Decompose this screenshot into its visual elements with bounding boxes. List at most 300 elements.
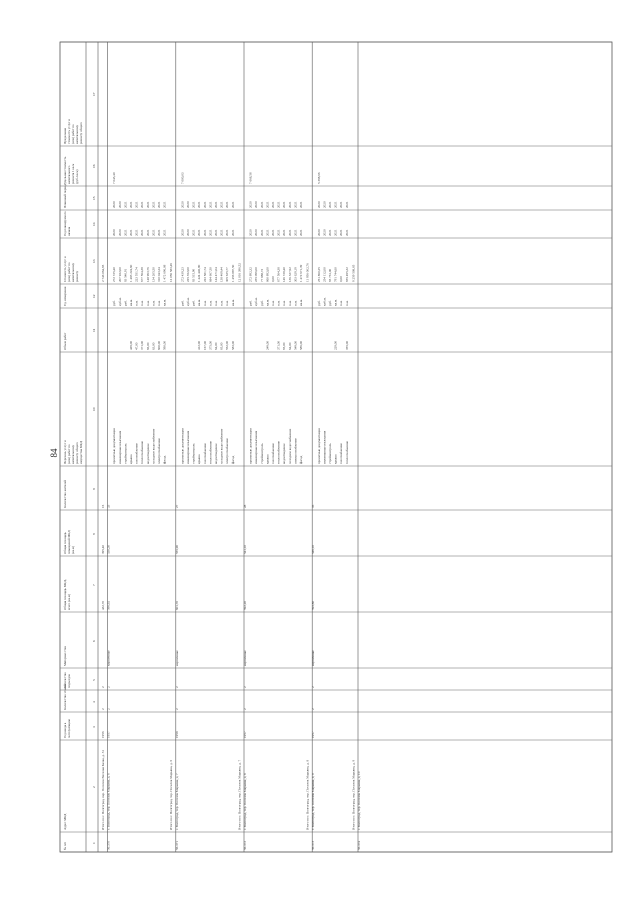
header-label: Адрес МКД <box>63 813 67 830</box>
header-label: имущества МКД <box>79 441 83 464</box>
work-row: п.м. <box>157 300 161 306</box>
work-row: 2021 <box>282 201 287 208</box>
work-row: теплоснабжение <box>140 440 145 464</box>
header-label: Перечень услуг и <box>63 440 67 464</box>
work-row: 429,00 <box>129 340 133 350</box>
column-number: 5 <box>92 679 96 681</box>
work-row: 355,00 <box>344 340 349 350</box>
total-row: Итого по г. Волгоград, пер. Поселок Веселая Балка, д. 31 <box>101 750 105 830</box>
address-row: г. Волгоград, тер. Поселок Марьяна, д. 6 <box>106 773 111 830</box>
work-row: 2021 <box>293 229 298 236</box>
header-label: помещений МКД <box>67 530 71 554</box>
work-row: 144 471,04 <box>214 267 218 282</box>
work-row: 791 744,60 <box>333 267 338 282</box>
address-row: 33 <box>106 504 111 508</box>
address-row: 2 <box>106 708 111 710</box>
work-row: 2020 <box>186 229 190 236</box>
work-row: кв.м. <box>129 299 133 306</box>
column-number: 8 <box>92 533 96 535</box>
address-row: 593,80 <box>311 600 316 610</box>
work-row: 2021 <box>214 201 218 208</box>
total-row: 2 <box>101 686 105 688</box>
work-row: 2020 <box>316 201 321 208</box>
work-row: 310 043,24 <box>157 267 161 282</box>
address-row: 541,10 <box>243 544 247 554</box>
total-row: Итого по г. Волгоград, тер. Поселок Марьяна, д. 8 <box>305 759 310 830</box>
address-row: 2 <box>243 686 247 688</box>
work-row: 303 629,19 <box>293 267 298 282</box>
work-row: 0,00 <box>271 276 275 282</box>
work-row: электроснабжение <box>293 438 298 464</box>
work-row: 0,00 <box>339 276 344 282</box>
work-row: 2020 <box>254 201 259 208</box>
address-row: 1957 <box>106 731 111 738</box>
work-row: 2020 <box>112 229 117 236</box>
address-row: кирпичные <box>243 650 247 666</box>
work-row: 2020 <box>248 229 253 236</box>
work-row: проектные документации <box>112 428 117 464</box>
work-row: 2021 <box>162 201 167 208</box>
total-row: 432,70 <box>101 600 105 610</box>
header-label: ремонту общего <box>79 122 83 144</box>
work-row: руб. <box>123 300 128 306</box>
work-row: 138 469,44 <box>219 267 224 282</box>
address-row: г. Волгоград, тер. Поселок Марьяна, д. 8 <box>243 773 247 830</box>
address-row: г. Волгоград, тер. Поселок Марьяна, д. 7 <box>174 773 179 830</box>
work-row: 2020 <box>254 229 259 236</box>
address-row: 601,70 <box>174 600 179 610</box>
total-row: 1956 <box>101 731 105 738</box>
work-row: 2021 <box>276 201 281 208</box>
work-row: фасад <box>230 455 235 464</box>
address-row: кирпичные <box>311 650 316 666</box>
work-row: 66,00 <box>145 342 150 350</box>
address-row: 56.370 <box>106 840 111 850</box>
total-row: 2 <box>101 708 105 710</box>
work-row: 860 892,00 <box>265 267 270 282</box>
work-row: куб.м. <box>186 297 190 306</box>
work-row: куб.м. <box>322 297 327 306</box>
work-row: 2021 <box>265 229 270 236</box>
work-row: 2021 <box>157 229 161 236</box>
header-label: (руб./кв.м) <box>75 169 79 184</box>
work-row: 272 439,23 <box>180 267 185 282</box>
header-label: капитальному <box>75 124 79 144</box>
work-row: газоснабжение <box>271 443 275 464</box>
work-row: руб. <box>316 300 321 306</box>
total-row: 11 956 002,76 <box>305 263 310 282</box>
work-row: кв.м. <box>265 299 270 306</box>
header-label: (или) работ по <box>67 444 71 464</box>
work-row: 2021 <box>140 229 145 236</box>
work-row: 684 667,50 <box>208 267 213 282</box>
address-row: 555,90 <box>174 544 179 554</box>
work-row: 2021 <box>129 201 133 208</box>
work-row: инженерные изыскания <box>117 430 122 464</box>
work-row: 590,00 <box>162 340 167 350</box>
work-row: 2021 <box>208 229 213 236</box>
work-row: 2021 <box>230 229 235 236</box>
work-row: холодное водоснабжение <box>151 428 156 464</box>
work-row: 93 540,91 <box>123 268 128 282</box>
work-row: 2021 <box>328 201 332 208</box>
work-row: 586,00 <box>299 340 303 350</box>
work-row: 223 581,74 <box>202 267 207 282</box>
header-label: подъездов <box>67 674 71 688</box>
address-row: 35 <box>311 504 316 508</box>
address-row: 2 <box>174 686 179 688</box>
work-row: 47,00 <box>134 342 139 350</box>
column-number: 7 <box>92 584 96 586</box>
work-row: фасад <box>299 455 303 464</box>
header-label: Количество <box>63 672 67 688</box>
work-row: 148 963,76 <box>145 267 150 282</box>
address-row: кирпичные <box>106 650 111 666</box>
work-row: стройконтроль <box>328 443 332 464</box>
work-row: 2021 <box>140 201 145 208</box>
column-number: 16 <box>92 164 96 168</box>
column-number: 10 <box>92 407 96 411</box>
column-number: 14 <box>92 222 96 226</box>
work-row: куб.м. <box>254 297 259 306</box>
work-row: 375,00 <box>208 340 213 350</box>
work-row: п.м. <box>145 300 150 306</box>
work-row: 655 495,32 <box>344 267 349 282</box>
address-row: 2 <box>243 708 247 710</box>
work-row: проектные документации <box>180 428 185 464</box>
work-row: 64,00 <box>214 342 218 350</box>
work-row: 167,00 <box>202 340 207 350</box>
column-number: 12 <box>92 294 96 298</box>
work-row: 2021 <box>276 229 281 236</box>
work-row: п.м. <box>208 300 213 306</box>
work-row: руб. <box>259 300 264 306</box>
address-row: 1957 <box>311 731 316 738</box>
work-row: 7 043,40 <box>112 172 117 184</box>
work-row: 371,00 <box>140 340 145 350</box>
work-row: электроснабжение <box>225 438 230 464</box>
work-row: 2021 <box>339 229 344 236</box>
address-row: 27 <box>174 504 179 508</box>
work-row: п.м. <box>293 300 298 306</box>
address-row: 1957 <box>243 731 247 738</box>
work-row: 2021 <box>208 201 213 208</box>
work-row: 77 888,72 <box>259 268 264 282</box>
work-row: 65,00 <box>282 342 287 350</box>
work-row: 2021 <box>219 201 224 208</box>
work-row: 2021 <box>191 229 196 236</box>
header-label: ремонта 1 кв.м <box>71 163 75 184</box>
work-row: 2021 <box>259 201 264 208</box>
address-row: 2 <box>311 708 316 710</box>
total-row: Итого по г. Волгоград, тер. Поселок Марьяна, д. 9 <box>351 759 356 830</box>
work-row: п.м. <box>339 300 344 306</box>
work-row: 207 922,00 <box>117 267 122 282</box>
work-row: 2020 <box>322 229 327 236</box>
address-row: 530,30 <box>106 544 111 554</box>
work-row: кв.м. <box>333 299 338 306</box>
work-row: п.м. <box>202 300 207 306</box>
work-row: п.м. <box>151 300 156 306</box>
work-row: 2021 <box>299 229 303 236</box>
header-label: Общая площадь МКД, <box>63 579 67 610</box>
column-number: 3 <box>92 726 96 728</box>
column-number: 2 <box>92 786 96 788</box>
total-row: 9 259 508,65 <box>351 264 356 282</box>
work-row: 7 668,58 <box>248 172 253 184</box>
work-row: п.м. <box>134 300 139 306</box>
work-row: проектные документации <box>316 428 321 464</box>
work-row: 229,00 <box>333 340 338 350</box>
work-row: 2021 <box>151 229 156 236</box>
work-row: 2021 <box>328 229 332 236</box>
work-row: 583,00 <box>230 340 235 350</box>
header-label: Стоимость услуг и <box>63 256 67 282</box>
header-label: ремонту общего <box>75 442 79 464</box>
work-row: 251 860,25 <box>316 267 321 282</box>
header-label: капитального <box>67 165 71 184</box>
work-row: 2021 <box>145 201 150 208</box>
work-row: холодное водоснабжение <box>219 428 224 464</box>
column-number: 9 <box>92 488 96 490</box>
work-row: 1 472 671,39 <box>299 264 303 282</box>
work-row: водоотведение <box>214 443 218 464</box>
work-row: 2021 <box>162 229 167 236</box>
work-row: холодное водоснабжение <box>287 428 292 464</box>
work-row: 2021 <box>225 229 230 236</box>
header-label: (или) работ по <box>67 262 71 282</box>
work-row: 2021 <box>293 201 298 208</box>
header-label: капитальному <box>71 262 75 282</box>
work-row: газоснабжение <box>202 443 207 464</box>
address-row: 2 <box>174 708 179 710</box>
header-label: Материал стен <box>63 645 67 666</box>
work-row: п.м. <box>282 300 287 306</box>
work-row: 5 398,66 <box>316 172 321 184</box>
work-row: 1 483 224,60 <box>129 264 133 282</box>
column-number: 13 <box>92 259 96 263</box>
address-row: 546,10 <box>311 544 316 554</box>
header-label: № п/п <box>63 841 67 850</box>
work-row: 2021 <box>191 201 196 208</box>
work-row: 2020 <box>117 229 122 236</box>
work-row: п.м. <box>225 300 230 306</box>
work-row: 2021 <box>344 201 349 208</box>
work-row: 2021 <box>287 201 292 208</box>
column-number: 15 <box>92 196 96 200</box>
work-row: водоотведение <box>145 443 150 464</box>
work-row: 371,00 <box>276 340 281 350</box>
header-label: стоимость услуг и <box>67 119 71 144</box>
page-number: 84 <box>49 448 59 458</box>
work-row: кв.м. <box>162 299 167 306</box>
work-row: руб. <box>180 300 185 306</box>
work-row: 272 725,40 <box>112 267 117 282</box>
address-row: 596,92 <box>106 600 111 610</box>
work-row: 2020 <box>112 201 117 208</box>
work-row: 2021 <box>339 201 344 208</box>
header-label: всего (кв.м) <box>67 594 71 610</box>
work-row: 1 456 887,50 <box>230 264 235 282</box>
work-row: п.м. <box>271 300 275 306</box>
work-row: 549,00 <box>293 340 298 350</box>
header-label: Объем работ <box>63 332 67 350</box>
header-label: Количество жителей <box>63 479 67 508</box>
column-number: 17 <box>92 92 96 96</box>
work-row: руб. <box>112 300 117 306</box>
work-row: фасад <box>162 455 167 464</box>
work-row: 2020 <box>248 201 253 208</box>
work-row: 2021 <box>259 229 264 236</box>
work-row: 249,00 <box>265 340 270 350</box>
work-row: 2021 <box>129 229 133 236</box>
work-row: 2021 <box>265 201 270 208</box>
work-row: руб. <box>191 300 196 306</box>
work-row: 63,00 <box>151 342 156 350</box>
header-label: ремонту <box>75 270 79 282</box>
column-number: 1 <box>92 842 96 844</box>
work-row: 2021 <box>123 201 128 208</box>
work-row: 2021 <box>230 201 235 208</box>
work-row: 2021 <box>333 201 338 208</box>
header-label: капитальному <box>71 444 75 464</box>
header-label: Удельная стоимость <box>63 156 67 184</box>
work-row: 305 635,77 <box>225 267 230 282</box>
work-row: теплоснабжение <box>276 440 281 464</box>
work-row: 2020 <box>180 201 185 208</box>
address-row: 28 <box>243 504 247 508</box>
address-row: г. Волгоград, тер. Поселок Марьяна, д. 9 <box>311 773 316 830</box>
work-row: 2020 <box>186 201 190 208</box>
work-row: 146 728,40 <box>282 267 287 282</box>
address-row: кирпичные <box>174 650 179 666</box>
address-row: 56.374 <box>357 840 361 850</box>
work-row: 2021 <box>145 229 150 236</box>
work-row: п.м. <box>276 300 281 306</box>
work-row: 2021 <box>271 229 275 236</box>
work-row: 1 424 446,90 <box>197 264 202 282</box>
work-row: 65 761,00 <box>328 268 332 282</box>
work-row: 235 096,00 <box>254 267 259 282</box>
work-row: 254 112,00 <box>322 267 327 282</box>
work-row: 677 564,38 <box>140 267 145 282</box>
work-row: 2021 <box>287 229 292 236</box>
work-row: 2020 <box>117 201 122 208</box>
total-row: 12 056 583,46 <box>169 263 174 282</box>
header-label: (или) работ по <box>71 124 75 144</box>
address-row: 592,20 <box>243 600 247 610</box>
work-row: стройконтроль <box>123 443 128 464</box>
work-row: 65,00 <box>219 342 224 350</box>
work-row: инженерные изыскания <box>254 430 259 464</box>
work-row: руб. <box>248 300 253 306</box>
work-row: 2021 <box>344 229 349 236</box>
header-label: Ед. измерения <box>63 286 67 306</box>
work-row: 2021 <box>134 229 139 236</box>
work-row: 1 472 696,08 <box>162 264 167 282</box>
work-row: инженерные изыскания <box>322 430 327 464</box>
column-number: 11 <box>92 328 96 332</box>
work-row: 412,00 <box>197 340 202 350</box>
work-row: 2021 <box>197 229 202 236</box>
work-row: теплоснабжение <box>208 440 213 464</box>
work-row: 272 892,32 <box>248 267 253 282</box>
header-label: начала <box>67 226 71 236</box>
work-row: 2021 <box>271 201 275 208</box>
column-number: 6 <box>92 640 96 642</box>
work-row: 93 515,90 <box>191 268 196 282</box>
header-label: Год планируемого <box>63 211 67 236</box>
header-label: Количество этажей <box>63 683 67 710</box>
work-row: куб.м. <box>117 297 122 306</box>
work-row: крыша <box>333 454 338 464</box>
header-label: Год ввода в <box>63 722 67 738</box>
work-row: п.м. <box>214 300 218 306</box>
work-row: 2021 <box>197 201 202 208</box>
work-row: стройконтроль <box>259 443 264 464</box>
work-row: 2021 <box>134 201 139 208</box>
work-row: 64,00 <box>287 342 292 350</box>
header-label: эксплуатацию <box>67 718 71 738</box>
address-row: 56.371 <box>174 840 179 850</box>
column-number: 4 <box>92 701 96 703</box>
work-row: 225 352,00 <box>186 267 190 282</box>
work-row: 677 564,38 <box>276 267 281 282</box>
work-row: теплоснабжение <box>344 440 349 464</box>
work-row: п.м. <box>344 300 349 306</box>
work-row: 2021 <box>282 229 287 236</box>
work-row: п.м. <box>140 300 145 306</box>
work-row: 136 337,92 <box>287 267 292 282</box>
work-row: п.м. <box>219 300 224 306</box>
address-row: 56.373 <box>311 840 316 850</box>
header-label: Общая площадь <box>63 532 67 554</box>
work-row: 7 000,03 <box>180 172 185 184</box>
address-row: 2 <box>106 686 111 688</box>
work-row: 2021 <box>333 229 338 236</box>
work-row: 2021 <box>225 201 230 208</box>
total-row: Итого по г. Волгоград, тер. Поселок Марьяна, д. 7 <box>237 759 242 830</box>
work-row: инженерные изыскания <box>186 430 190 464</box>
work-row: кв.м. <box>197 299 202 306</box>
work-row: кв.м. <box>230 299 235 306</box>
work-row: 2021 <box>157 201 161 208</box>
work-row: 552,00 <box>225 340 230 350</box>
total-row: 16 <box>101 504 105 508</box>
work-row: крыша <box>197 454 202 464</box>
work-row: крыша <box>265 454 270 464</box>
work-row: 600,00 <box>157 340 161 350</box>
work-row: 2020 <box>322 201 327 208</box>
work-row: 134 205,50 <box>151 267 156 282</box>
address-row: 1958 <box>174 731 179 738</box>
work-row: 2021 <box>123 229 128 236</box>
address-row: 56.372 <box>243 840 247 850</box>
total-row: 2 746 064,65 <box>101 264 105 282</box>
work-row: руб. <box>328 300 332 306</box>
total-row: Итого по г. Волгоград, тер. Поселок Марьяна, д. 6 <box>169 759 174 830</box>
work-row: крыша <box>129 454 133 464</box>
work-row: 2021 <box>299 201 303 208</box>
header-label: Плановый период <box>63 183 67 208</box>
work-row: кв.м. <box>299 299 303 306</box>
work-row: стройконтроль <box>191 443 196 464</box>
total-row: 12 016 396,52 <box>237 263 242 282</box>
address-row: 2 <box>311 686 316 688</box>
work-row: п.м. <box>287 300 292 306</box>
work-row: 2021 <box>219 229 224 236</box>
work-row: 2021 <box>202 201 207 208</box>
